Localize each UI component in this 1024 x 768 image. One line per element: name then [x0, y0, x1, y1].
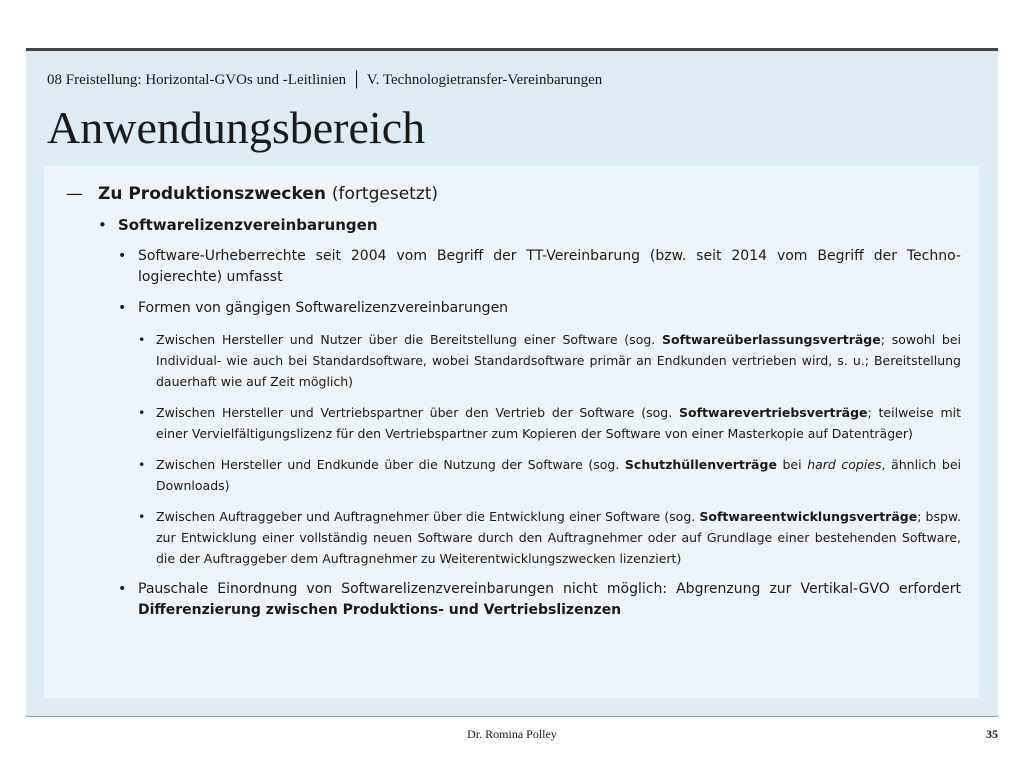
bullet-icon: •	[98, 216, 107, 234]
sub-list-item	[66, 454, 961, 496]
list-item	[66, 246, 961, 288]
bullet-icon: •	[138, 457, 146, 472]
bottom-rule	[26, 716, 998, 717]
sub-list-term: Softwareentwicklungsverträge	[699, 509, 918, 524]
breadcrumb-separator: │	[351, 72, 362, 88]
content-box	[44, 166, 979, 698]
sub-list-text: ; teilweise mit einer Vervielfältigungslizenz für den Vertriebspartner zum Kopieren der Software von einer Masterkopie auf Datenträger)	[156, 405, 961, 441]
list-item-text: Software-Urheberrechte seit 2004 vom Begriff der TT-Vereinbarung (bzw. seit 2014 vom Begriff der Techno-logierechte) umfasst	[138, 248, 961, 285]
sub-list-emphasis: hard copies	[807, 457, 882, 472]
sub-list-term: Softwareüberlassungsverträge	[662, 332, 881, 347]
section-heading-bold: Zu Produktionszwecken	[98, 184, 326, 204]
list-item-text: Formen von gängigen Softwarelizenzvereinbarungen	[138, 300, 509, 316]
breadcrumb-chapter: 08 Freistellung: Horizontal-GVOs und -Leitlinien	[47, 72, 347, 88]
sub-list-text: Zwischen Hersteller und Endkunde über die Nutzung der Software (sog.	[156, 457, 620, 472]
sub-list-text: Zwischen Auftraggeber und Auftragnehmer über die Entwicklung einer Software (sog.	[156, 509, 696, 524]
list-item-emphasis: Differenzierung zwischen Produktions- und Vertriebslizenzen	[138, 602, 622, 618]
sub-list-item	[66, 506, 961, 569]
dash-marker: —	[66, 184, 83, 204]
sub-list-text: Zwischen Hersteller und Nutzer über die Bereitstellung einer Software (sog.	[156, 332, 656, 347]
page-title: Anwendungsbereich	[47, 102, 426, 153]
sub-list-text: ; bspw. zur Entwicklung einer vollständig neuen Software durch den Auftragnehmer oder auf Grundlage einer bestehenden Software, die der Auftraggeber dem Auftragnehmer zu Weiterentwicklungszwecken lizenziert)	[156, 509, 961, 566]
section-heading	[66, 184, 961, 204]
sub-heading-text: Softwarelizenzvereinbarungen	[118, 216, 378, 234]
sub-heading	[66, 216, 961, 234]
list-item	[66, 298, 961, 319]
section-heading-continued: (fortgesetzt)	[331, 184, 439, 204]
bullet-icon: •	[118, 248, 127, 264]
breadcrumb-section: V. Technologietransfer-Vereinbarungen	[366, 72, 603, 88]
footer-author: Dr. Romina Polley	[467, 727, 557, 741]
sub-list-term: Softwarevertriebsverträge	[679, 405, 868, 420]
sub-list-item	[66, 329, 961, 392]
bullet-icon: •	[138, 405, 146, 420]
page-number: 35	[986, 727, 998, 741]
bullet-icon: •	[138, 332, 146, 347]
sub-list-text: , ähnlich bei Downloads)	[156, 457, 961, 493]
list-item	[66, 579, 961, 621]
list-item-text: Pauschale Einordnung von Softwarelizenzvereinbarungen nicht möglich: Abgrenzung zur Vertikal-GVO erfordert	[138, 581, 961, 597]
sub-list-term: Schutzhüllenverträge	[624, 457, 777, 472]
bullet-icon: •	[118, 581, 127, 597]
bullet-icon: •	[138, 509, 146, 524]
sub-list-text: bei	[782, 457, 802, 472]
sub-list-text: Zwischen Hersteller und Vertriebspartner über den Vertrieb der Software (sog.	[156, 405, 673, 420]
sub-list-item	[66, 402, 961, 444]
sub-list-text: ; sowohl bei Individual- wie auch bei Standardsoftware, wobei Standardsoftware primär an Endkunden vertrieben wird, s. u.; Bereitstellung dauerhaft wie auf Zeit möglich)	[156, 332, 961, 389]
bullet-icon: •	[118, 300, 127, 316]
body-text	[66, 184, 961, 631]
breadcrumb	[47, 72, 602, 89]
